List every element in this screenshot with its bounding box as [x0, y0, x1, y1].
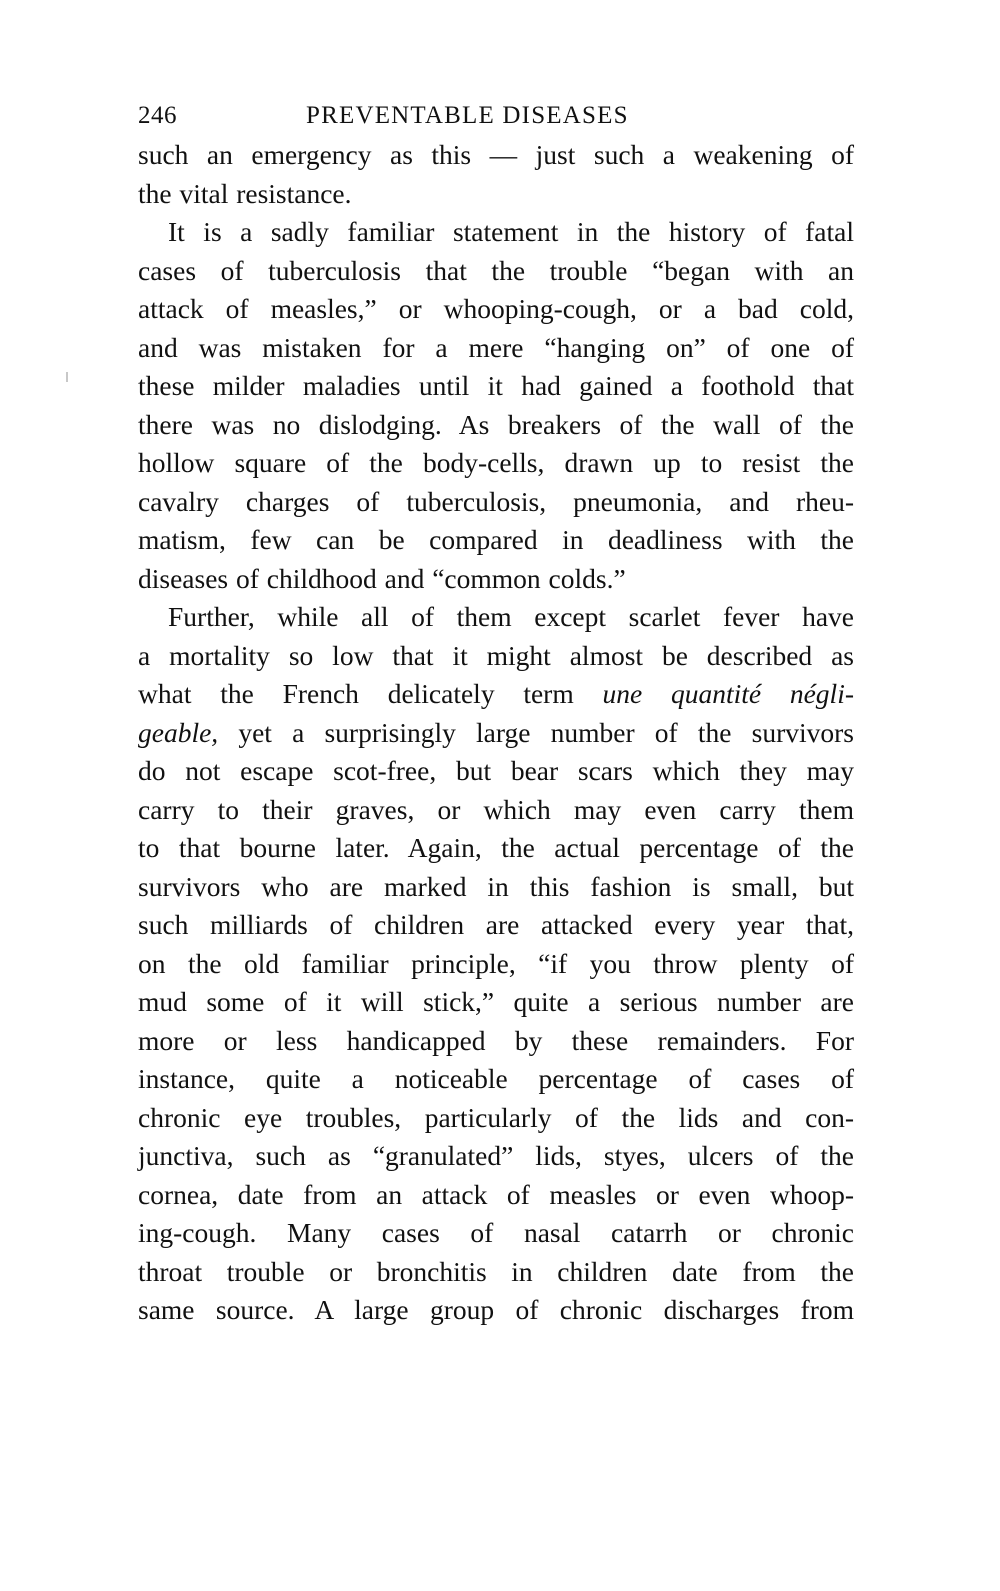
- text-line: the vital resistance.: [138, 177, 352, 209]
- text-line: such milliards of children are attacked every year that,: [138, 909, 854, 940]
- paragraph-2: [138, 213, 854, 598]
- text-line: more or less handicapped by these remainders. For: [138, 1024, 854, 1056]
- text-line: and was mistaken for a mere “hanging on” of one of: [138, 331, 854, 363]
- running-title: PREVENTABLE DISEASES: [306, 102, 629, 129]
- text-line: chronic eye troubles, particularly of the lids and con-: [138, 1101, 854, 1133]
- italic-phrase: geable,: [138, 716, 219, 748]
- text-line: there was no dislodging. As breakers of the wall of the: [138, 408, 854, 440]
- text-line: [138, 714, 854, 753]
- text-line: matism, few can be compared in deadliness with the: [138, 524, 854, 555]
- italic-phrase: une quantité négli-: [602, 678, 854, 709]
- text-line: throat trouble or bronchitis in children date from the: [138, 1255, 854, 1287]
- body-text: [138, 136, 854, 1330]
- paragraph-3: [138, 598, 854, 1330]
- text-line: a mortality so low that it might almost be described as: [138, 639, 854, 671]
- text-line: cornea, date from an attack of measles or even whoop-: [138, 1178, 854, 1210]
- book-page: [138, 92, 854, 1330]
- text-line: ing-cough. Many cases of nasal catarrh or chronic: [138, 1217, 854, 1248]
- text-segment: yet a surprisingly large number of the survivors: [218, 716, 854, 748]
- text-line: same source. A large group of chronic discharges from: [138, 1294, 854, 1325]
- text-line: Further, while all of them except scarlet fever have: [168, 601, 854, 632]
- text-line: carry to their graves, or which may even carry them: [138, 793, 854, 825]
- text-segment: what the French delicately term: [138, 678, 603, 709]
- text-line: instance, quite a noticeable percentage of cases of: [138, 1063, 854, 1094]
- paragraph-1: [138, 136, 854, 213]
- text-line: to that bourne later. Again, the actual percentage of the: [138, 832, 854, 863]
- text-line: cavalry charges of tuberculosis, pneumonia, and rheu-: [138, 485, 854, 517]
- text-line: survivors who are marked in this fashion is small, but: [138, 870, 854, 902]
- running-head: [138, 92, 854, 136]
- text-line: It is a sadly familiar statement in the history of fatal: [168, 216, 854, 247]
- text-line: on the old familiar principle, “if you throw plenty of: [138, 947, 854, 979]
- text-line: [138, 675, 854, 714]
- text-line: diseases of childhood and “common colds.”: [138, 562, 626, 594]
- text-line: attack of measles,” or whooping-cough, or a bad cold,: [138, 293, 854, 324]
- margin-mark: [66, 372, 68, 382]
- text-line: these milder maladies until it had gained a foothold that: [138, 370, 854, 401]
- text-line: do not escape scot-free, but bear scars which they may: [138, 755, 854, 786]
- text-line: such an emergency as this — just such a weakening of: [138, 139, 854, 170]
- text-line: hollow square of the body-cells, drawn up to resist the: [138, 447, 854, 478]
- text-line: junctiva, such as “granulated” lids, styes, ulcers of the: [138, 1140, 854, 1171]
- text-line: mud some of it will stick,” quite a serious number are: [138, 986, 854, 1017]
- page-number: 246: [138, 102, 177, 129]
- text-line: cases of tuberculosis that the trouble “began with an: [138, 254, 854, 286]
